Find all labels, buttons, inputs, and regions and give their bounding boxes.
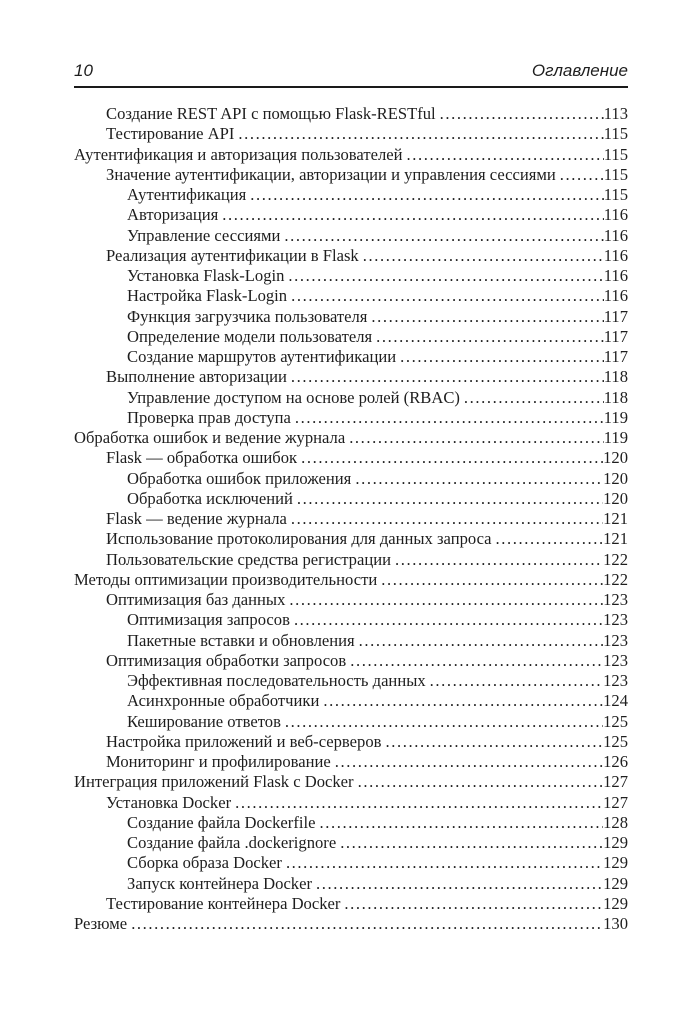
- toc-row: [74, 347, 628, 367]
- toc-entry-title: Установка Docker: [106, 792, 232, 812]
- toc-entry-page: 122: [603, 569, 628, 589]
- toc-leader: [291, 286, 604, 306]
- toc-row: [74, 489, 628, 509]
- toc-leader: [395, 550, 603, 570]
- toc-entry-page: 129: [603, 853, 628, 873]
- toc-leader: [291, 509, 603, 529]
- toc-entry-page: 129: [603, 833, 628, 852]
- page-number: 10: [74, 61, 93, 80]
- toc-row: [74, 691, 628, 711]
- toc-entry-page: 116: [603, 225, 628, 245]
- toc-entry-title: Определение модели пользователя: [127, 326, 373, 346]
- toc-entry-page: 124: [603, 691, 628, 711]
- toc-entry-title: Тестирование контейнера Docker: [106, 893, 341, 913]
- toc-entry-page: 116: [603, 205, 628, 225]
- toc-row: [74, 428, 628, 448]
- toc-entry-title: Создание файла .dockerignore: [127, 833, 337, 852]
- toc-row: [74, 307, 628, 327]
- toc-row: [74, 408, 628, 428]
- toc-entry-title: Значение аутентификации, авторизации и управления сессиями: [106, 164, 556, 184]
- toc-entry-page: 118: [603, 387, 628, 407]
- toc-leader: [316, 874, 603, 894]
- toc-entry-page: 121: [603, 529, 628, 549]
- toc-entry-title: Проверка прав доступа: [127, 407, 291, 427]
- toc-leader: [464, 388, 604, 408]
- toc-row: [74, 793, 628, 813]
- toc-entry-title: Настройка приложений и веб-серверов: [106, 731, 382, 751]
- toc-leader: [294, 610, 603, 630]
- toc-entry-page: 113: [603, 104, 628, 123]
- toc-row: [74, 712, 628, 732]
- page-header: [74, 61, 628, 88]
- toc-entry-title: Пользовательские средства регистрации: [106, 549, 391, 569]
- toc-row: [74, 914, 628, 934]
- toc-leader: [323, 691, 603, 711]
- toc-row: [74, 388, 628, 408]
- toc-leader: [385, 732, 603, 752]
- toc-entry-title: Аутентификация и авторизация пользователей: [74, 144, 403, 164]
- toc-leader: [381, 570, 603, 590]
- toc-entry-page: 120: [603, 468, 628, 488]
- toc-row: [74, 327, 628, 347]
- toc-leader: [291, 367, 604, 387]
- toc-entry-page: 120: [603, 448, 628, 468]
- toc-list: [74, 104, 628, 934]
- toc-entry-title: Оптимизация обработки запросов: [106, 650, 347, 670]
- toc-leader: [335, 752, 603, 772]
- toc-row: [74, 448, 628, 468]
- toc-entry-title: Пакетные вставки и обновления: [127, 630, 355, 650]
- toc-row: [74, 813, 628, 833]
- toc-entry-title: Реализация аутентификации в Flask: [106, 245, 359, 265]
- toc-row: [74, 651, 628, 671]
- toc-entry-title: Тестирование API: [106, 124, 235, 144]
- toc-row: [74, 185, 628, 205]
- toc-leader: [319, 813, 603, 833]
- toc-entry-title: Использование протоколирования для данных запроса: [106, 529, 492, 549]
- toc-row: [74, 772, 628, 792]
- toc-entry-page: 127: [603, 772, 628, 792]
- toc-row: [74, 752, 628, 772]
- toc-entry-page: 115: [603, 164, 628, 184]
- toc-entry-title: Обработка ошибок и ведение журнала: [74, 428, 346, 447]
- toc-entry-title: Кеширование ответов: [127, 711, 281, 731]
- toc-entry-page: 129: [603, 893, 628, 913]
- toc-leader: [284, 226, 603, 246]
- toc-row: [74, 367, 628, 387]
- toc-entry-title: Обработка исключений: [127, 488, 293, 508]
- toc-entry-page: 121: [603, 509, 628, 528]
- toc-entry-page: 123: [603, 610, 628, 630]
- toc-row: [74, 874, 628, 894]
- toc-entry-page: 116: [603, 286, 628, 306]
- toc-leader: [406, 145, 603, 165]
- toc-row: [74, 246, 628, 266]
- toc-entry-page: 129: [603, 873, 628, 893]
- toc-leader: [238, 124, 603, 144]
- toc-entry-page: 117: [603, 306, 628, 326]
- toc-entry-page: 126: [603, 752, 628, 771]
- toc-row: [74, 205, 628, 225]
- toc-leader: [297, 489, 603, 509]
- toc-leader: [358, 772, 604, 792]
- toc-entry-title: Создание файла Dockerfile: [127, 812, 316, 832]
- toc-entry-title: Методы оптимизации производительности: [74, 569, 378, 589]
- toc-leader: [363, 246, 604, 266]
- toc-entry-page: 115: [603, 124, 628, 144]
- toc-entry-page: 115: [603, 144, 628, 164]
- toc-entry-title: Оптимизация запросов: [127, 610, 290, 630]
- toc-leader: [430, 671, 603, 691]
- running-title: Оглавление: [531, 61, 628, 80]
- toc-leader: [349, 428, 604, 448]
- toc-leader: [288, 266, 603, 286]
- toc-entry-title: Запуск контейнера Docker: [127, 873, 312, 893]
- toc-leader: [400, 347, 604, 367]
- toc-leader: [286, 853, 603, 873]
- toc-row: [74, 732, 628, 752]
- toc-leader: [285, 712, 603, 732]
- toc-entry-page: 125: [603, 711, 628, 731]
- toc-entry-page: 123: [603, 630, 628, 650]
- toc-entry-page: 117: [603, 326, 628, 346]
- toc-leader: [560, 165, 604, 185]
- toc-entry-page: 120: [603, 488, 628, 508]
- toc-row: [74, 124, 628, 144]
- toc-row: [74, 570, 628, 590]
- toc-row: [74, 631, 628, 651]
- toc-entry-page: 116: [603, 266, 628, 285]
- toc-leader: [359, 631, 604, 651]
- toc-row: [74, 286, 628, 306]
- toc-entry-page: 119: [603, 428, 628, 447]
- toc-entry-page: 122: [603, 549, 628, 569]
- toc-entry-title: Настройка Flask-Login: [127, 286, 288, 306]
- toc-leader: [350, 651, 603, 671]
- toc-entry-page: 123: [603, 671, 628, 690]
- toc-leader: [235, 793, 603, 813]
- toc-leader: [376, 327, 604, 347]
- toc-entry-page: 123: [603, 650, 628, 670]
- toc-leader: [440, 104, 604, 124]
- toc-row: [74, 145, 628, 165]
- toc-row: [74, 266, 628, 286]
- toc-leader: [344, 894, 603, 914]
- toc-leader: [250, 185, 603, 205]
- toc-entry-title: Flask — ведение журнала: [106, 509, 287, 528]
- toc-entry-page: 125: [603, 731, 628, 751]
- toc-row: [74, 226, 628, 246]
- toc-entry-title: Асинхронные обработчики: [127, 691, 320, 711]
- toc-leader: [301, 448, 603, 468]
- toc-entry-page: 115: [603, 185, 628, 204]
- toc-entry-title: Аутентификация: [127, 185, 247, 204]
- toc-entry-title: Установка Flask-Login: [127, 266, 285, 285]
- toc-leader: [355, 469, 603, 489]
- toc-row: [74, 610, 628, 630]
- toc-entry-page: 118: [603, 367, 628, 387]
- toc-entry-title: Обработка ошибок приложения: [127, 468, 352, 488]
- toc-entry-title: Мониторинг и профилирование: [106, 752, 331, 771]
- toc-entry-page: 116: [603, 245, 628, 265]
- toc-entry-page: 130: [603, 914, 628, 933]
- toc-leader: [131, 914, 603, 934]
- toc-entry-page: 127: [603, 792, 628, 812]
- toc-row: [74, 529, 628, 549]
- toc-entry-page: 123: [603, 590, 628, 609]
- toc-leader: [371, 307, 603, 327]
- toc-entry-title: Оптимизация баз данных: [106, 590, 286, 609]
- toc-row: [74, 469, 628, 489]
- toc-entry-page: 128: [603, 812, 628, 832]
- toc-entry-title: Flask — обработка ошибок: [106, 448, 298, 468]
- toc-row: [74, 590, 628, 610]
- toc-row: [74, 165, 628, 185]
- toc-entry-title: Интеграция приложений Flask с Docker: [74, 772, 354, 792]
- toc-leader: [340, 833, 603, 853]
- toc-entry-title: Выполнение авторизации: [106, 367, 287, 387]
- toc-entry-title: Функция загрузчика пользователя: [127, 306, 368, 326]
- toc-leader: [289, 590, 603, 610]
- toc-row: [74, 104, 628, 124]
- toc-row: [74, 853, 628, 873]
- toc-row: [74, 833, 628, 853]
- toc-entry-title: Авторизация: [127, 205, 219, 225]
- toc-entry-page: 119: [603, 407, 628, 427]
- toc-leader: [222, 205, 603, 225]
- toc-leader: [496, 529, 604, 549]
- toc-entry-title: Управление доступом на основе ролей (RBAC): [127, 387, 460, 407]
- toc-entry-title: Создание REST API с помощью Flask-RESTful: [106, 104, 436, 123]
- toc-entry-title: Управление сессиями: [127, 225, 281, 245]
- toc-entry-title: Создание маршрутов аутентификации: [127, 347, 397, 366]
- toc-entry-title: Эффективная последовательность данных: [127, 671, 426, 690]
- toc-leader: [295, 408, 604, 428]
- toc-row: [74, 894, 628, 914]
- toc-row: [74, 509, 628, 529]
- toc-entry-title: Сборка образа Docker: [127, 853, 282, 873]
- toc-entry-title: Резюме: [74, 914, 128, 933]
- toc-row: [74, 550, 628, 570]
- toc-row: [74, 671, 628, 691]
- toc-entry-page: 117: [603, 347, 628, 366]
